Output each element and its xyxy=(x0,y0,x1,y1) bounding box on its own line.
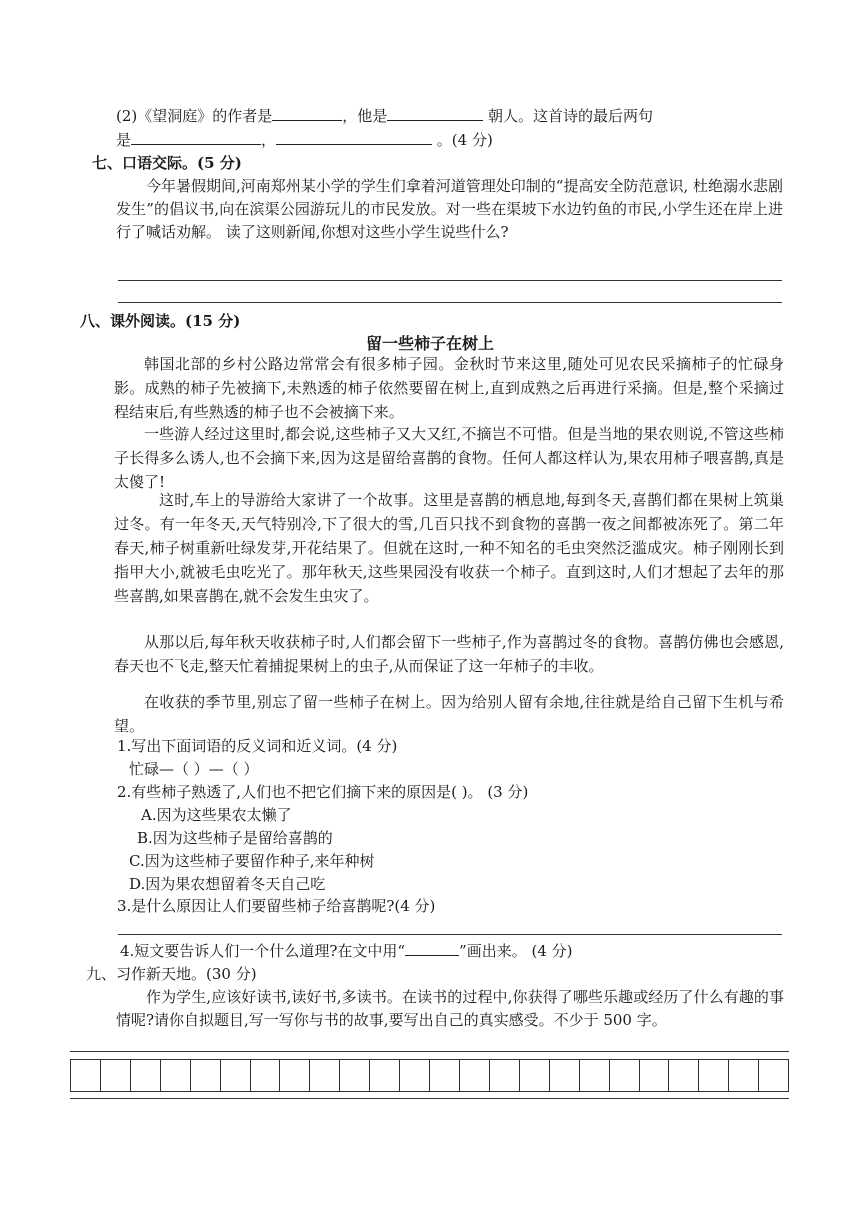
q6-item2-line2: 是 ， 。(4 分) xyxy=(116,131,493,149)
grid-cell[interactable] xyxy=(369,1060,399,1091)
answer-blank-verse-2[interactable] xyxy=(276,129,432,145)
grid-cell[interactable] xyxy=(190,1060,220,1091)
grid-cell[interactable] xyxy=(668,1060,698,1091)
q9-heading: 九、习作新天地。(30 分) xyxy=(86,965,257,983)
option-c[interactable]: C.因为这些柿子要留作种子,来年种树 xyxy=(129,852,375,870)
reading-paragraph-5: 在收获的季节里,别忘了留一些柿子在树上。因为给别人留有余地,往往就是给自己留下生机与希望。 xyxy=(114,693,784,735)
underline-sample xyxy=(405,940,459,956)
reading-title: 留一些柿子在树上 xyxy=(365,334,494,353)
grid-cell[interactable] xyxy=(489,1060,519,1091)
grid-cell[interactable] xyxy=(279,1060,309,1091)
grid-cell[interactable] xyxy=(549,1060,579,1091)
grid-cell[interactable] xyxy=(309,1060,339,1091)
grid-cell[interactable] xyxy=(70,1060,100,1091)
grid-cell[interactable] xyxy=(698,1060,728,1091)
grid-cell[interactable] xyxy=(639,1060,669,1091)
grid-cell[interactable] xyxy=(339,1060,369,1091)
reading-paragraph-2: 一些游人经过这里时,都会说,这些柿子又大又红,不摘岂不可惜。但是当地的果农则说,不管这些柿子长得多么诱人,也不会摘下来,因为这是留给喜鹊的食物。任何人都这样认为,果农用柿子喂喜鹊,真是太傻了! xyxy=(114,425,784,491)
option-d[interactable]: D.因为果农想留着冬天自己吃 xyxy=(129,875,326,893)
composition-grid-row[interactable] xyxy=(70,1059,789,1092)
grid-cell[interactable] xyxy=(220,1060,250,1091)
answer-line-q7-1[interactable] xyxy=(118,280,782,281)
grid-cell[interactable] xyxy=(609,1060,639,1091)
q8-heading: 八、课外阅读。(15 分) xyxy=(80,312,241,330)
answer-line-q7-2[interactable] xyxy=(118,302,782,303)
q8-sub4: 4.短文要告诉人们一个什么道理?在文中用“ ”画出来。 (4 分) xyxy=(120,942,573,960)
q7-heading: 七、口语交际。(5 分) xyxy=(92,154,242,172)
q8-sub3: 3.是什么原因让人们要留些柿子给喜鹊呢?(4 分) xyxy=(117,897,436,915)
answer-blank-dynasty[interactable] xyxy=(387,105,483,121)
reading-paragraph-4: 从那以后,每年秋天收获柿子时,人们都会留下一些柿子,作为喜鹊过冬的食物。喜鹊仿佛也会感恩,春天也不飞走,整天忙着捕捉果树上的虫子,从而保证了这一年柿子的丰收。 xyxy=(114,633,784,675)
grid-cell[interactable] xyxy=(519,1060,549,1091)
grid-cell[interactable] xyxy=(160,1060,190,1091)
answer-line-q8-3[interactable] xyxy=(118,934,782,935)
option-a[interactable]: A.因为这些果农太懒了 xyxy=(141,806,292,824)
composition-grid[interactable] xyxy=(70,1051,789,1099)
answer-blank-author[interactable] xyxy=(272,105,342,121)
q8-sub1: 1.写出下面词语的反义词和近义词。(4 分) xyxy=(117,737,398,755)
grid-cell[interactable] xyxy=(579,1060,609,1091)
grid-cell[interactable] xyxy=(728,1060,758,1091)
reading-paragraph-3: 这时,车上的导游给大家讲了一个故事。这里是喜鹊的栖息地,每到冬天,喜鹊们都在果树上筑巢过冬。有一年冬天,天气特别冷,下了很大的雪,几百只找不到食物的喜鹊一夜之间都被冻死了。第二年春天,柿子树重新吐绿发芽,开花结果了。但就在这时,一种不知名的毛虫突然泛滥成灾。柿子刚刚长到指甲大小,就被毛虫吃光了。那年秋天,这些果园没有收获一个柿子。直到这时,人们才想起了去年的那些喜鹊,如果喜鹊在,就不会发生虫灾了。 xyxy=(114,491,784,605)
reading-paragraph-1: 韩国北部的乡村公路边常常会有很多柿子园。金秋时节来这里,随处可见农民采摘柿子的忙碌身影。成熟的柿子先被摘下,未熟透的柿子依然要留在树上,直到成熟之后再进行采摘。但是,整个采摘过程结束后,有些熟透的柿子也不会被摘下来。 xyxy=(114,355,784,421)
answer-blank-verse-1[interactable] xyxy=(131,129,261,145)
grid-cell[interactable] xyxy=(399,1060,429,1091)
grid-cell[interactable] xyxy=(429,1060,459,1091)
q7-paragraph: 今年暑假期间,河南郑州某小学的学生们拿着河道管理处印制的“提高安全防范意识, 杜绝溺水悲剧发生”的倡议书,向在滨渠公园游玩儿的市民发放。对一些在渠坡下水边钓鱼的市民,小学生还在岸上进行了喊话劝解。 读了这则新闻,你想对这些小学生说些什么? xyxy=(116,177,783,241)
grid-cell[interactable] xyxy=(459,1060,489,1091)
option-b[interactable]: B.因为这些柿子是留给喜鹊的 xyxy=(137,829,333,847)
grid-cell[interactable] xyxy=(100,1060,130,1091)
q8-sub2: 2.有些柿子熟透了,人们也不把它们摘下来的原因是( )。 (3 分) xyxy=(117,783,529,801)
grid-cell[interactable] xyxy=(250,1060,280,1091)
grid-cell[interactable] xyxy=(758,1060,789,1091)
q8-sub1-answer[interactable]: 忙碌—（ ）—（ ） xyxy=(129,760,259,778)
q6-item2-line1: (2)《望洞庭》的作者是 ，他是 朝人。这首诗的最后两句 xyxy=(116,107,654,125)
q9-paragraph: 作为学生,应该好读书,读好书,多读书。在读书的过程中,你获得了哪些乐趣或经历了什么有趣的事情呢?请你自拟题目,写一写你与书的故事,要写出自己的真实感受。不少于 500 字。 xyxy=(116,988,784,1029)
grid-cell[interactable] xyxy=(130,1060,160,1091)
